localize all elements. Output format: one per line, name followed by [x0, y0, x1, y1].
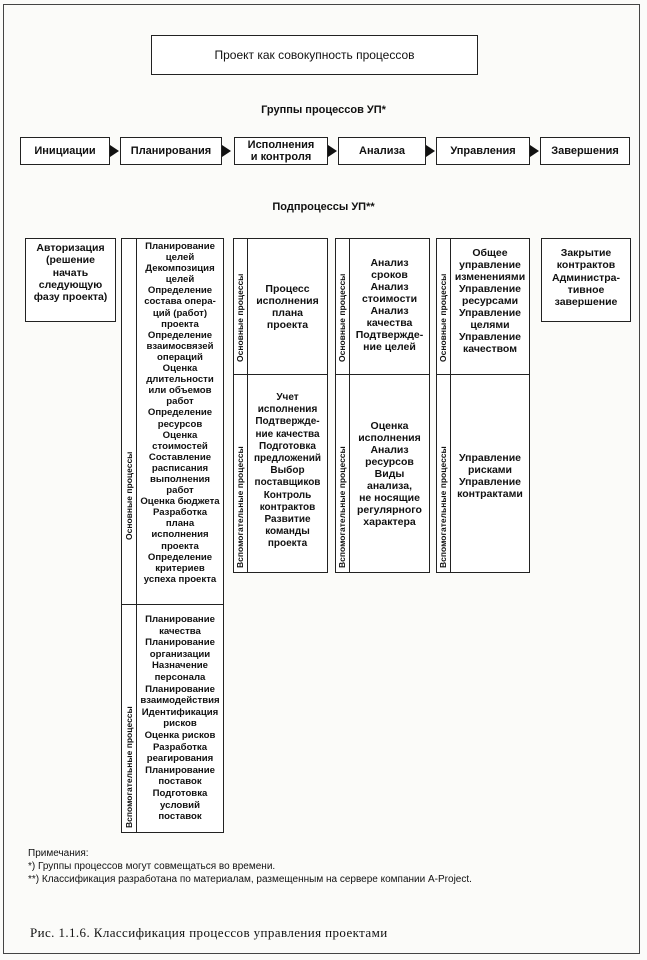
process-groups-heading: Группы процессов УП*: [261, 104, 386, 116]
arrow-right-icon: [222, 145, 231, 157]
stage-control: Управления: [436, 137, 530, 165]
analysis-label-divider: [349, 238, 350, 573]
note-1: *) Группы процессов могут совмещаться во времени.: [28, 861, 276, 872]
arrow-right-icon: [530, 145, 539, 157]
diagram-title: Проект как совокупность процессов: [151, 35, 478, 75]
notes: [28, 847, 472, 886]
execution-aux-label: Вспомогательные процессы: [235, 446, 245, 568]
execution-label-divider: [247, 238, 248, 573]
execution-section-divider: [233, 374, 328, 375]
analysis-section-divider: [335, 374, 430, 375]
execution-main-label: Основные процессы: [235, 273, 245, 362]
planning-main-processes: Планирование целей Декомпозиция целей Определение состава опера- ций (работ) проекта Определение взаимосвязей операций Оценка длительности или объемов работ Определение ресурсов Оценка стоимостей Составление расписания выполнения работ Оценка бюджета Разработка плана исполнения проекта Определение критериев успеха проекта: [140, 241, 220, 585]
planning-main-label: Основные процессы: [124, 451, 134, 540]
subprocesses-heading: Подпроцессы УП**: [272, 201, 375, 213]
stage-analysis: Анализа: [338, 137, 426, 165]
note-2: **) Классификация разработана по материалам, размещенным на сервере компании A-Project.: [28, 874, 472, 885]
arrow-right-icon: [110, 145, 119, 157]
arrow-right-icon: [328, 145, 337, 157]
planning-label-divider: [136, 238, 137, 833]
planning-aux-label: Вспомогательные процессы: [124, 706, 134, 828]
analysis-main-processes: Анализ сроков Анализ стоимости Анализ качества Подтвержде- ние целей: [355, 257, 424, 353]
figure-caption: Рис. 1.1.6. Классификация процессов управления проектами: [30, 925, 388, 940]
analysis-main-label: Основные процессы: [337, 273, 347, 362]
analysis-aux-label: Вспомогательные процессы: [337, 446, 347, 568]
control-main-label: Основные процессы: [438, 273, 448, 362]
planning-aux-processes: Планирование качества Планирование организации Назначение персонала Планирование взаимодействия Идентификация рисков Оценка рисков Разработка реагирования Планирование поставок Подготовка условий поставок: [140, 614, 220, 823]
notes-heading: Примечания:: [28, 848, 89, 859]
stage-execution-control: Исполнения и контроля: [234, 137, 328, 165]
control-section-divider: [436, 374, 530, 375]
stage-planning: Планирования: [120, 137, 222, 165]
analysis-aux-processes: Оценка исполнения Анализ ресурсов Виды анализа, не носящие регулярного характера: [357, 420, 422, 528]
execution-aux-processes: Учет исполнения Подтвержде- ние качества Подготовка предложений Выбор поставщиков Контроль контрактов Развитие команды проекта: [253, 392, 322, 550]
planning-section-divider: [121, 604, 224, 605]
control-label-divider: [450, 238, 451, 573]
arrow-right-icon: [426, 145, 435, 157]
control-main-processes: Общее управление изменениями Управление ресурсами Управление целями Управление качеством: [454, 247, 526, 355]
closing-processes: Закрытие контрактов Администра- тивное завершение: [552, 247, 620, 309]
execution-main-processes: Процесс исполнения плана проекта: [256, 283, 319, 331]
control-aux-label: Вспомогательные процессы: [438, 446, 448, 568]
control-aux-processes: Управление рисками Управление контрактами: [457, 452, 523, 500]
initiation-processes: Авторизация (решение начать следующую фазу проекта): [33, 242, 108, 304]
stage-closing: Завершения: [540, 137, 630, 165]
stage-initiation: Инициации: [20, 137, 110, 165]
